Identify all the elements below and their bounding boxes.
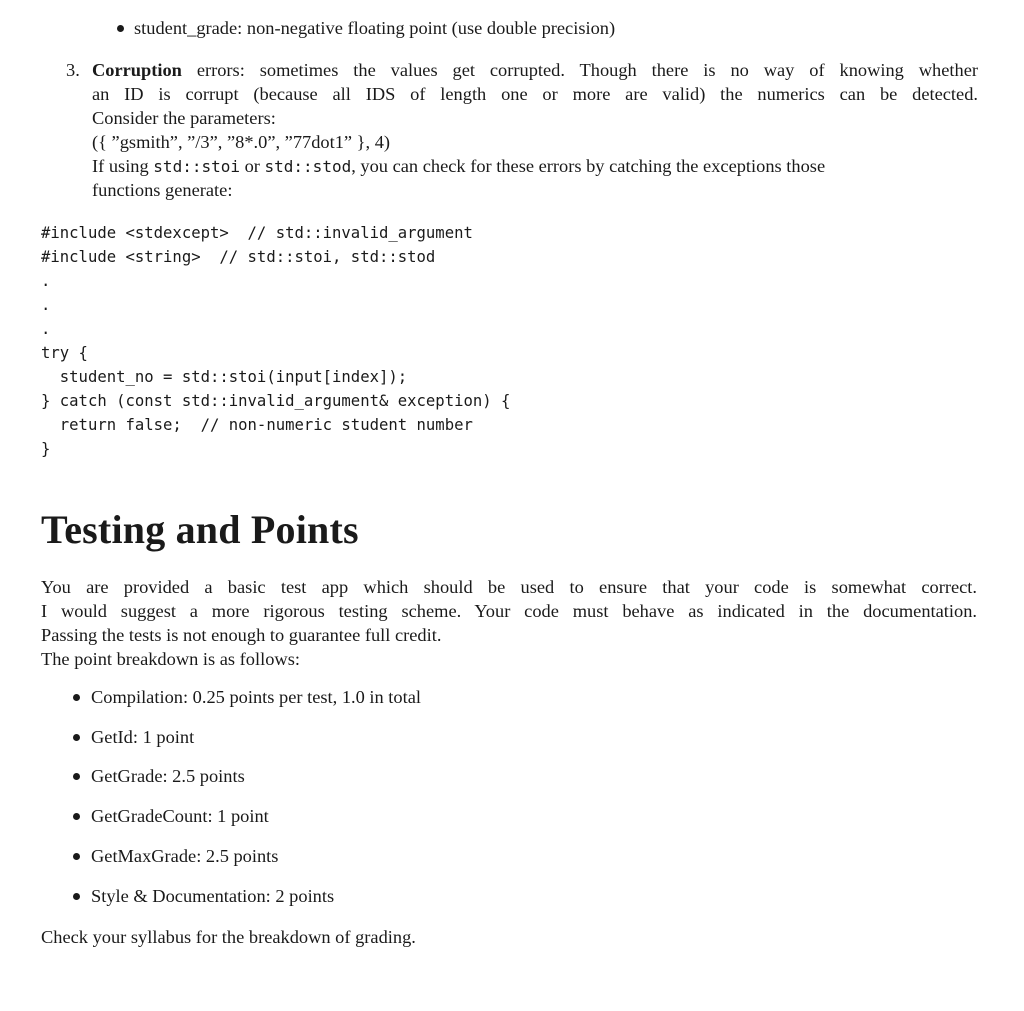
bullet-dot (73, 773, 80, 780)
bullet-dot (73, 853, 80, 860)
item-3-parameters: ({ ”gsmith”, ”/3”, ”8*.0”, ”77dot1” }, 4) (92, 132, 391, 152)
item-3-line-2: an ID is corrupt (because all IDS of length one or more are valid) the numerics can be detected. (92, 84, 978, 104)
corruption-heading: Corruption (92, 60, 182, 80)
student-grade-bullet (134, 16, 615, 40)
code-line: #include <string> // std::stoi, std::stod (41, 248, 436, 266)
point-item: Style & Documentation: 2 points (91, 886, 335, 906)
item-3-line-5-text (92, 154, 825, 179)
item-3-number: 3. (66, 60, 80, 80)
item-3-line-5-c: , you can check for these errors by catching the exceptions those (351, 156, 826, 176)
bullet-dot (117, 25, 124, 32)
point-item: GetGrade: 2.5 points (91, 766, 245, 786)
item-3-line-1 (92, 58, 978, 82)
code-line: return false; // non-numeric student number (41, 416, 473, 434)
code-line: . (41, 320, 51, 338)
code-block (41, 221, 510, 461)
item-3-line-6: functions generate: (92, 180, 233, 200)
bullet-dot (73, 893, 80, 900)
item-3-line-1-text: errors: sometimes the values get corrupted. Though there is no way of knowing whether (181, 60, 978, 80)
para-line-3: Passing the tests is not enough to guarantee full credit. (41, 625, 442, 645)
closing-line: Check your syllabus for the breakdown of grading. (41, 927, 416, 947)
para-line-4: The point breakdown is as follows: (41, 649, 300, 669)
code-line: try { (41, 344, 88, 362)
item-3-line-3: Consider the parameters: (92, 108, 276, 128)
item-3-line-5-b: or (240, 156, 265, 176)
stoi-code: std::stoi (153, 157, 240, 176)
student-grade-label: student_grade: (134, 18, 243, 38)
code-line: student_no = std::stoi(input[index]); (41, 368, 408, 386)
bullet-dot (73, 694, 80, 701)
para-line-2: I would suggest a more rigorous testing scheme. Your code must behave as indicated in the documentation. (41, 601, 977, 621)
code-line: } (41, 440, 51, 458)
stod-code: std::stod (264, 157, 352, 176)
code-line: . (41, 272, 51, 290)
point-item: Compilation: 0.25 points per test, 1.0 in total (91, 687, 421, 707)
bullet-dot (73, 734, 80, 741)
item-3-line-5-a: If using (92, 156, 154, 176)
bullet-dot (73, 813, 80, 820)
code-line: } catch (const std::invalid_argument& exception) { (41, 392, 511, 410)
student-grade-text: non-negative floating point (use double precision) (242, 18, 616, 38)
para-line-1: You are provided a basic test app which should be used to ensure that your code is somewhat correct. (41, 577, 977, 597)
item-3-line-5 (92, 154, 978, 179)
section-title: Testing and Points (41, 507, 359, 552)
code-line: #include <stdexcept> // std::invalid_argument (41, 224, 473, 242)
point-item: GetGradeCount: 1 point (91, 806, 269, 826)
point-item: GetId: 1 point (91, 727, 195, 747)
code-line: . (41, 296, 51, 314)
point-item: GetMaxGrade: 2.5 points (91, 846, 279, 866)
